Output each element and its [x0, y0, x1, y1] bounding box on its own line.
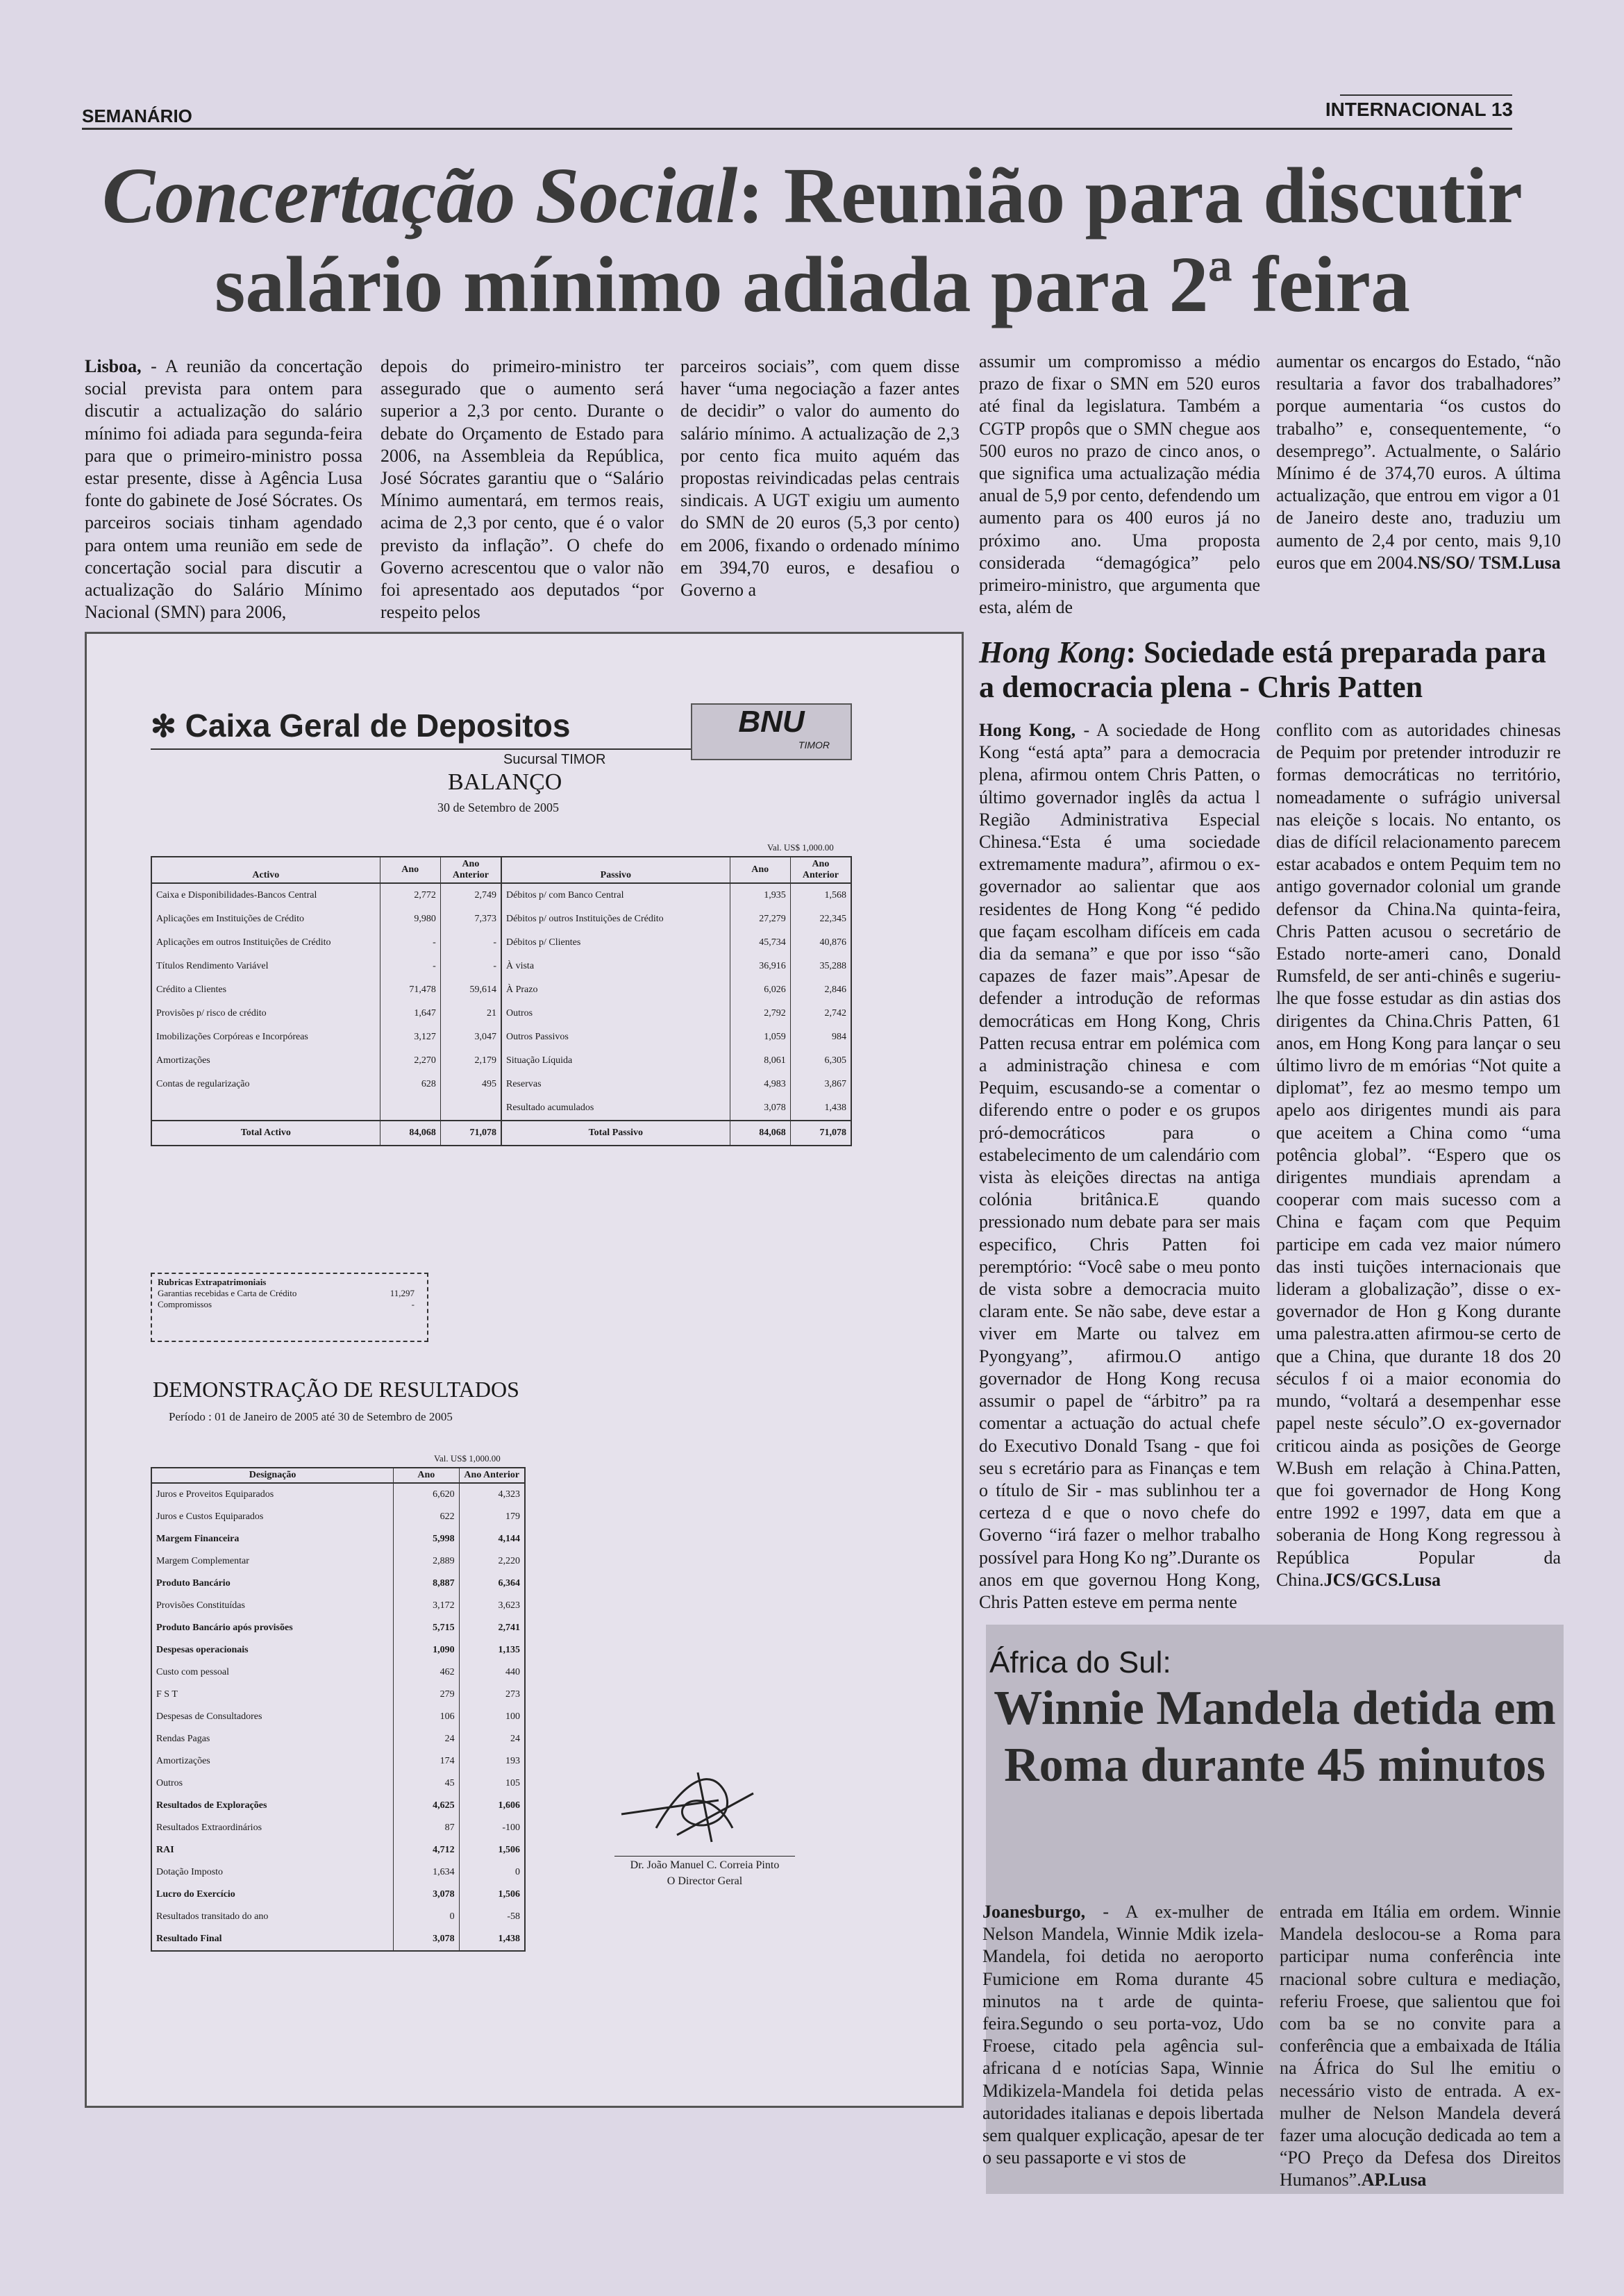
activo-label: Contas de regularização: [151, 1073, 380, 1096]
article3-signature: AP.Lusa: [1361, 2170, 1427, 2190]
bank-branch: Sucursal TIMOR: [503, 752, 606, 767]
results-row: [151, 1661, 525, 1684]
results-ant: 273: [505, 1689, 520, 1700]
activo-ano: 628: [380, 1073, 440, 1096]
results-ant: 4,323: [498, 1489, 520, 1500]
results-row: [151, 1728, 525, 1750]
passivo-label: À vista: [501, 955, 730, 978]
results-row: [151, 1684, 525, 1706]
balance-row: [151, 955, 851, 978]
activo-ant: 2,179: [440, 1049, 501, 1073]
passivo-ano: 4,983: [730, 1073, 790, 1096]
results-ant: 1,438: [498, 1934, 520, 1944]
balance-row: [151, 1002, 851, 1025]
signer-name: Dr. João Manuel C. Correia Pinto: [630, 1859, 780, 1871]
activo-label: Aplicações em outros Instituições de Crédito: [151, 931, 380, 955]
results-ano: 6,620: [394, 1483, 459, 1506]
results-label: F S T: [151, 1684, 394, 1706]
results-ano: 2,889: [394, 1550, 459, 1573]
results-label: Despesas operacionais: [151, 1639, 394, 1661]
total-passivo-label: Total Passivo: [501, 1121, 730, 1146]
bnu-logo-sub: TIMOR: [798, 739, 830, 751]
results-row: [151, 1550, 525, 1573]
results-ano: 106: [394, 1706, 459, 1728]
results-label: RAI: [151, 1839, 394, 1861]
headline-line2: salário mínimo adiada para 2ª feira: [215, 240, 1410, 328]
passivo-ano: 6,026: [730, 978, 790, 1002]
results-ano: 87: [394, 1817, 459, 1839]
results-ano: 3,078: [394, 1928, 459, 1951]
activo-ant: -: [440, 931, 501, 955]
article3-col1: [982, 1901, 1264, 2190]
results-label: Custo com pessoal: [151, 1661, 394, 1684]
activo-label: Provisões p/ risco de crédito: [151, 1002, 380, 1025]
results-ant: -100: [502, 1822, 520, 1833]
results-label: Resultado Final: [151, 1928, 394, 1951]
activo-label: Crédito a Clientes: [151, 978, 380, 1002]
passivo-label: Débitos p/ com Banco Central: [501, 883, 730, 907]
balance-row: [151, 1049, 851, 1073]
activo-ano: 1,647: [380, 1002, 440, 1025]
results-ano: 622: [394, 1506, 459, 1528]
results-row: [151, 1928, 525, 1951]
results-unit: Val. US$ 1,000.00: [434, 1453, 501, 1464]
off-balance-val2: -: [411, 1299, 415, 1309]
results-ano: 3,078: [394, 1884, 459, 1906]
headline-rest: : Reunião para discutir: [737, 151, 1523, 240]
article1-col5: [1276, 351, 1561, 628]
results-ant: 1,506: [498, 1845, 520, 1855]
article1-dateline: Lisboa,: [85, 356, 142, 376]
col-dem-anterior: Ano Anterior: [464, 1470, 520, 1480]
results-ano: 462: [394, 1661, 459, 1684]
article2-col2: [1276, 719, 1561, 1622]
results-row: [151, 1884, 525, 1906]
col-activo: Activo: [151, 857, 380, 883]
balance-row: [151, 907, 851, 931]
activo-label: Aplicações em Instituições de Crédito: [151, 907, 380, 931]
passivo-ant: 1,438: [824, 1103, 846, 1113]
bank-balance-advert: [85, 632, 964, 2108]
results-label: Outros: [151, 1773, 394, 1795]
activo-ant: 2,749: [440, 883, 501, 907]
results-row: [151, 1573, 525, 1595]
results-ano: 1,634: [394, 1861, 459, 1884]
off-balance-val1: 11,297: [390, 1288, 415, 1298]
results-ano: 5,715: [394, 1617, 459, 1639]
passivo-label: Outros: [501, 1002, 730, 1025]
activo-ant: -: [440, 955, 501, 978]
bank-logo-icon: ✻: [151, 710, 176, 744]
article2-col1: [979, 719, 1260, 1622]
results-label: Rendas Pagas: [151, 1728, 394, 1750]
article1-col4: [979, 351, 1260, 628]
total-activo-ant: 71,078: [440, 1121, 501, 1146]
activo-ant: 3,047: [440, 1025, 501, 1049]
total-passivo-ano: 84,068: [730, 1121, 790, 1146]
passivo-ant: 35,288: [819, 961, 846, 971]
results-row: [151, 1506, 525, 1528]
passivo-ant: 6,305: [824, 1055, 846, 1066]
section-page-number: INTERNACIONAL 13: [1325, 99, 1513, 120]
balance-row: [151, 883, 851, 907]
balance-title: BALANÇO: [448, 769, 562, 795]
passivo-ant: 1,568: [824, 890, 846, 900]
results-label: Margem Complementar: [151, 1550, 394, 1573]
results-ano: 279: [394, 1684, 459, 1706]
article3-text-1: - A ex-mulher de Nelson Mandela, Winnie Mdik izela-Mandela, foi detida no aeroporto Fumicione em Roma durante 45 minutos na t arde de quinta-feira.Segundo o seu porta-voz, Udo Froese, citado pela agência sul-africana d e notícias Sapa, Winnie Mdikizela-Mandela foi detida pelas autoridades italianas e depois libertada sem qualquer explicação, apesar de ter o seu passaporte e vi stos de: [982, 1902, 1264, 2168]
passivo-ant: 984: [832, 1032, 846, 1042]
results-ano: 8,887: [394, 1573, 459, 1595]
col-designacao: Designação: [151, 1468, 394, 1483]
balance-table: [151, 856, 852, 1146]
hongkong-headline-italic: Hong Kong: [979, 635, 1126, 669]
passivo-ano: 8,061: [730, 1049, 790, 1073]
activo-ano: -: [380, 955, 440, 978]
results-ant: 179: [505, 1511, 520, 1522]
results-row: [151, 1617, 525, 1639]
passivo-ano: 45,734: [730, 931, 790, 955]
activo-ant: 21: [440, 1002, 501, 1025]
activo-ant: [440, 1096, 501, 1121]
results-label: Provisões Constituídas: [151, 1595, 394, 1617]
publication-name: SEMANÁRIO: [82, 106, 192, 126]
passivo-label: Débitos p/ outros Instituições de Crédito: [501, 907, 730, 931]
results-ant: 105: [505, 1778, 520, 1788]
col-dem-ano: Ano: [394, 1468, 459, 1483]
results-ant: 3,623: [498, 1600, 520, 1611]
results-label: Resultados de Explorações: [151, 1795, 394, 1817]
article1-text-4: assumir um compromisso a médio prazo de fixar o SMN em 520 euros até final da legislatura. Também a CGTP propôs que o SMN chegue aos 500 euros no prazo de cinco anos, o que significa uma actualização média anual de 5,9 por cento, defendendo um aumento para os 400 euros já no próximo ano. Uma proposta considerada “demagógica” pelo primeiro-ministro, que argumenta que esta, além de: [979, 351, 1260, 618]
off-balance-row2: Compromissos: [158, 1299, 212, 1309]
results-ant: 4,144: [498, 1534, 520, 1544]
header-rule-short: [1340, 94, 1512, 96]
hongkong-headline: [979, 635, 1555, 705]
article1-text-5: aumentar os encargos do Estado, “não resultaria a favor dos trabalhadores” porque aumentaria “os custos do trabalho” e, consequentemente, “o desemprego”. Actualmente, o Salário Mínimo é de 374,70 euros. A última actualização, que entrou em vigor a 01 de Janeiro deste ano, traduziu um aumento de 2,4 por cento, mais 9,10 euros que em 2004.: [1276, 351, 1561, 573]
results-row: [151, 1528, 525, 1550]
activo-ano: [380, 1096, 440, 1121]
results-label: Margem Financeira: [151, 1528, 394, 1550]
bank-name-text: Caixa Geral de Depositos: [185, 707, 571, 744]
activo-ant: 495: [440, 1073, 501, 1096]
header-rule: [82, 128, 1512, 130]
results-ant: 440: [505, 1667, 520, 1677]
passivo-ant: 2,846: [824, 984, 846, 995]
results-label: Resultados transitado do ano: [151, 1906, 394, 1928]
results-ant: 2,220: [498, 1556, 520, 1566]
passivo-label: Reservas: [501, 1073, 730, 1096]
passivo-label: Outros Passivos: [501, 1025, 730, 1049]
results-ant: -58: [507, 1911, 520, 1922]
results-row: [151, 1795, 525, 1817]
passivo-label: Situação Líquida: [501, 1049, 730, 1073]
passivo-label: Débitos p/ Clientes: [501, 931, 730, 955]
results-ant: 1,506: [498, 1889, 520, 1900]
article1-col1: [85, 355, 362, 628]
signature-line: [614, 1856, 795, 1857]
article2-signature: JCS/GCS.Lusa: [1323, 1569, 1441, 1590]
passivo-ano: 1,935: [730, 883, 790, 907]
results-ano: 4,712: [394, 1839, 459, 1861]
results-ant: 6,364: [498, 1578, 520, 1589]
results-ant: 193: [505, 1756, 520, 1766]
signer-title: O Director Geral: [667, 1875, 743, 1887]
results-row: [151, 1706, 525, 1728]
south-africa-kicker: África do Sul:: [989, 1645, 1171, 1679]
activo-ant: 59,614: [440, 978, 501, 1002]
results-label: Juros e Custos Equiparados: [151, 1506, 394, 1528]
results-row: [151, 1595, 525, 1617]
balance-row: [151, 931, 851, 955]
balance-row: [151, 1025, 851, 1049]
col-passivo: Passivo: [501, 857, 730, 883]
passivo-ano: 2,792: [730, 1002, 790, 1025]
balance-unit: Val. US$ 1,000.00: [767, 842, 834, 853]
director-signature: [614, 1752, 774, 1856]
passivo-label: À Prazo: [501, 978, 730, 1002]
results-ano: 45: [394, 1773, 459, 1795]
col-activo-anterior: Ano Anterior: [440, 857, 501, 883]
results-label: Produto Bancário: [151, 1573, 394, 1595]
article1-col2: [380, 355, 664, 628]
main-headline: [69, 151, 1555, 329]
results-label: Despesas de Consultadores: [151, 1706, 394, 1728]
article2-dateline: Hong Kong,: [979, 720, 1076, 740]
results-label: Amortizações: [151, 1750, 394, 1773]
bank-name: [151, 707, 570, 744]
activo-ant: 7,373: [440, 907, 501, 931]
activo-ano: 2,270: [380, 1049, 440, 1073]
results-ant: 1,606: [498, 1800, 520, 1811]
hongkong-headline-rest: : Sociedade está preparada para a democracia plena - Chris Patten: [979, 635, 1546, 704]
off-balance-title: Rubricas Extrapatrimoniais: [158, 1277, 267, 1287]
activo-label: Amortizações: [151, 1049, 380, 1073]
results-ant: 1,135: [498, 1645, 520, 1655]
total-activo-label: Total Activo: [151, 1121, 380, 1146]
results-ano: 4,625: [394, 1795, 459, 1817]
balance-row: [151, 978, 851, 1002]
activo-label: Imobilizações Corpóreas e Incorpóreas: [151, 1025, 380, 1049]
results-row: [151, 1483, 525, 1506]
results-label: Dotação Imposto: [151, 1861, 394, 1884]
results-ant: 2,741: [498, 1623, 520, 1633]
results-ano: 174: [394, 1750, 459, 1773]
headline-italic: Concertação Social: [102, 151, 738, 240]
activo-label: [151, 1096, 380, 1121]
passivo-label: Resultado acumulados: [501, 1096, 730, 1121]
activo-ano: 71,478: [380, 978, 440, 1002]
mandela-headline: Winnie Mandela detida em Roma durante 45 minutos: [994, 1682, 1556, 1792]
article1-text-3: parceiros sociais”, com quem disse haver “uma negociação a fazer antes de decidir” o valor do aumento do salário mínimo. A actualização de 2,3 por cento fica muito aquém das propostas reivindicadas pelas centrais sindicais. A UGT exigiu um aumento do SMN de 20 euros (5,3 por cento) em 2006, fixando o ordenado mínimo em 394,70 euros, e desafiou o Governo a: [680, 356, 960, 601]
balance-row: [151, 1073, 851, 1096]
results-row: [151, 1750, 525, 1773]
activo-ano: -: [380, 931, 440, 955]
results-row: [151, 1773, 525, 1795]
activo-ano: 9,980: [380, 907, 440, 931]
results-ano: 3,172: [394, 1595, 459, 1617]
article3-dateline: Joanesburgo,: [982, 1902, 1086, 1922]
article1-text-1: - A reunião da concertação social prevista para ontem para discutir a actualização do salário mínimo foi adiada para segunda-feira para que o primeiro-ministro possa estar presente, disse à Agência Lusa fonte do gabinete de José Sócrates. Os parceiros sociais tinham agendado para ontem uma reunião em sede de concertação social para discutir a actualização do Salário Mínimo Nacional (SMN) para 2006,: [85, 356, 362, 623]
off-balance-row1: Garantias recebidas e Carta de Crédito: [158, 1288, 297, 1298]
results-ano: 1,090: [394, 1639, 459, 1661]
article1-text-2: depois do primeiro-ministro ter assegurado que o aumento será superior a 2,3 por cento. Durante o debate do Orçamento de Estado para 2006, na Assembleia da República, José Sócrates garantiu que o “Salário Mínimo aumentará, em termos reais, acima de 2,3 por cento, que é o valor previsto da inflação”. O chefe do Governo acrescentou que o valor não foi apresentado aos deputados “por respeito pelos: [380, 356, 664, 623]
passivo-ano: 27,279: [730, 907, 790, 931]
col-activo-ano: Ano: [380, 857, 440, 883]
bnu-logo-text: BNU: [738, 705, 805, 739]
activo-label: Títulos Rendimento Variável: [151, 955, 380, 978]
results-row: [151, 1639, 525, 1661]
total-activo-ano: 84,068: [380, 1121, 440, 1146]
balance-row: [151, 1096, 851, 1121]
article1-col3: [680, 355, 960, 628]
results-label: Produto Bancário após provisões: [151, 1617, 394, 1639]
article2-text-2: conflito com as autoridades chinesas de Pequim por pretender introduzir re formas democráticas no território, nomeadamente o sufrágio universal nas eleiçõe s locais. No entanto, os dias de difícil relacionamento parecem estar acabados e ontem Pequim tem no antigo governador colonial um grande defensor da China.Na quinta-feira, Chris Patten acusou o secretário de Estado norte-ameri cano, Donald Rumsfeld, de ser anti-chinês e sugeriu-lhe que fosse estudar as din astias dos dirigentes da China.Chris Patten, 61 anos, em Hong Kong para lançar o seu último livro de m emórias “Not quite a diplomat”, fez ao mesmo tempo um apelo aos dirigentes mundi ais para que aceitem a China como “uma potência global”. “Espero que os dirigentes mundiais aprendam a cooperar com mais sucesso com a China e façam com que Pequim participe em cada vez maior número das insti tuições internacionais que lideram a globalização”, disse o ex-governador de Hon g Kong durante uma palestra.atten afirmou-se certo de que a China, que durante 18 dos 20 séculos f oi a maior economia do mundo, “voltará a desempenhar esse papel neste século”.O ex-governador criticou ainda as posições de George W.Bush em relação à China.Patten, que foi governador de Hong Kong entre 1992 e 1997, data em que a soberania de Hong Kong regressou à República Popular da China.: [1276, 720, 1561, 1590]
activo-ano: 3,127: [380, 1025, 440, 1049]
passivo-ant: 2,742: [824, 1008, 846, 1019]
results-ant: 24: [510, 1734, 520, 1744]
total-passivo-ant: 71,078: [819, 1128, 846, 1138]
results-ano: 0: [394, 1906, 459, 1928]
results-label: Resultados Extraordinários: [151, 1817, 394, 1839]
activo-ano: 2,772: [380, 883, 440, 907]
passivo-ant: 22,345: [819, 914, 846, 924]
results-row: [151, 1817, 525, 1839]
bank-name-rule: [151, 748, 699, 750]
results-label: Juros e Proveitos Equiparados: [151, 1483, 394, 1506]
passivo-ant: 3,867: [824, 1079, 846, 1089]
bnu-logo: [691, 703, 852, 760]
article2-text-1: - A sociedade de Hong Kong “está apta” para a democracia plena, afirmou ontem Chris Patten, o último governador inglês da actua l Região Administrativa Especial Chinesa.“Esta é uma sociedade extremamente madura”, afirmou o ex-governador ao salientar que aos residentes de Hong Kong “é pedido que façam escolham difíceis em cada dia da semana” e que por isso “são capazes de fazer mais”.Apesar de defender a introdução de reformas democráticas em Hong Kong, Chris Patten recusa entrar em polémica com a administração chinesa e com Pequim, escusando-se a comentar o diferendo entre o poder e os grupos pró-democráticos para o estabelecimento de um calendário com vista às eleições directas na antiga colónia britânica.E quando pressionado num debate para ser mais especifico, Chris Patten foi peremptório: “Você sabe o meu ponto de vista sobre a democracia muito claram ente. Se não sabe, deve estar a viver em Marte ou talvez em Pyongyang”, afirmou.O antigo governador de Hong Kong recusa assumir o papel de “árbitro” pa ra comentar a actuação do actual chefe do Executivo Donald Tsang - que foi seu s ecretário para as Finanças e tem o título de Sir - mas sublinhou ter a certeza d e que o novo chefe do Governo “irá fazer o melhor trabalho possível para Hong Ko ng”.Durante os anos em que governou Hong Kong, Chris Patten esteve em perma nente: [979, 720, 1260, 1612]
passivo-ano: 1,059: [730, 1025, 790, 1049]
activo-label: Caixa e Disponibilidades-Bancos Central: [151, 883, 380, 907]
results-table: [151, 1467, 526, 1952]
passivo-ant: 40,876: [819, 937, 846, 948]
results-ant: 100: [505, 1711, 520, 1722]
article1-signature: NS/SO/ TSM.Lusa: [1417, 552, 1561, 573]
results-ant: 0: [515, 1867, 520, 1877]
passivo-ano: 3,078: [730, 1096, 790, 1121]
results-row: [151, 1906, 525, 1928]
results-row: [151, 1839, 525, 1861]
article3-col2: [1280, 1901, 1561, 2190]
results-title: DEMONSTRAÇÃO DE RESULTADOS: [153, 1377, 519, 1402]
off-balance-box: [151, 1273, 428, 1342]
results-row: [151, 1861, 525, 1884]
passivo-ano: 36,916: [730, 955, 790, 978]
col-passivo-anterior: Ano Anterior: [802, 859, 839, 880]
results-ano: 5,998: [394, 1528, 459, 1550]
results-period: Período : 01 de Janeiro de 2005 até 30 de Setembro de 2005: [169, 1410, 453, 1423]
results-label: Lucro do Exercício: [151, 1884, 394, 1906]
balance-date: 30 de Setembro de 2005: [437, 801, 559, 814]
col-passivo-ano: Ano: [730, 857, 790, 883]
results-ano: 24: [394, 1728, 459, 1750]
article3-text-2: entrada em Itália em ordem. Winnie Mandela deslocou-se a Roma para participar numa conferência inte rnacional sobre cultura e mediação, referiu Froese, que salientou que foi com ba se no convite para a conferência que a embaixada de Itália na África do Sul lhe emitiu o necessário visto de entrada. A ex-mulher de Nelson Mandela deverá fazer uma alocução dedicada ao tem a “PO Preço da Defesa dos Direitos Humanos”.: [1280, 1902, 1561, 2190]
